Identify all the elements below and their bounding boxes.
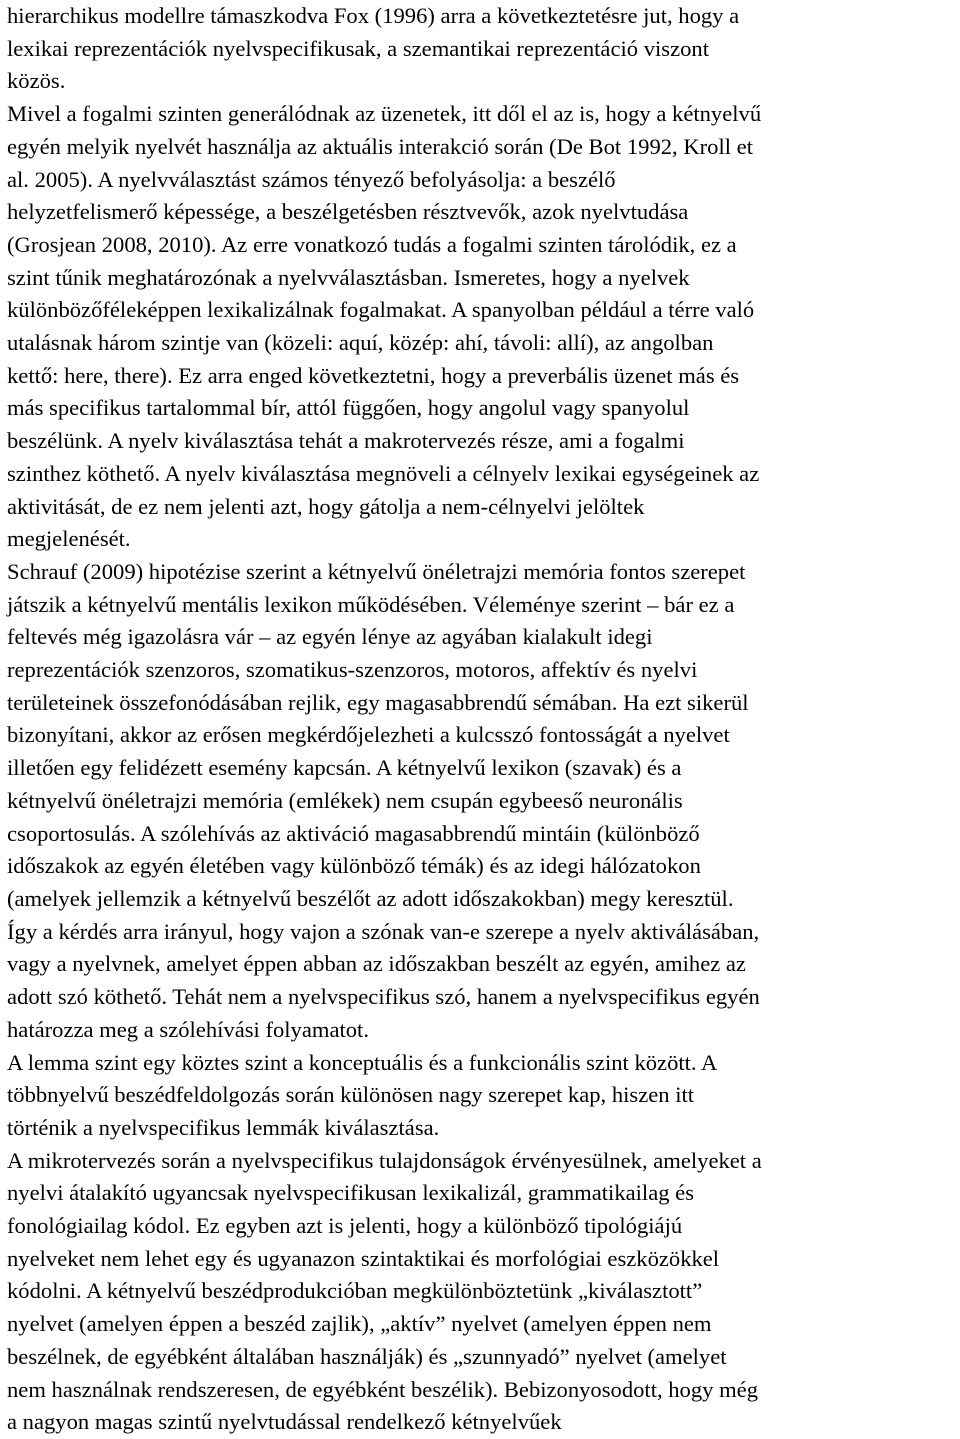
text-line: többnyelvű beszédfeldolgozás során különösen nagy szerepet kap, hiszen itt — [7, 1082, 695, 1108]
text-line: más specifikus tartalommal bír, attól függően, hogy angolul vagy spanyolul — [7, 395, 690, 421]
text-line: szinthez köthető. A nyelv kiválasztása megnöveli a célnyelv lexikai egységeinek az — [7, 460, 760, 486]
paragraph-schrauf-hypothesis — [7, 556, 958, 1047]
text-line: helyzetfelismerő képessége, a beszélgetésben résztvevők, azok nyelvtudása — [7, 199, 689, 225]
text-line: nyelveket nem lehet egy és ugyanazon szintaktikai és morfológiai eszközökkel — [7, 1245, 720, 1271]
text-line: aktivitását, de ez nem jelenti azt, hogy gátolja a nem-célnyelvi jelöltek — [7, 493, 645, 519]
text-line: közös. — [7, 68, 66, 94]
text-line: reprezentációk szenzoros, szomatikus-szenzoros, motoros, affektív és nyelvi — [7, 657, 698, 683]
text-line: határozza meg a szólehívási folyamatot. — [7, 1016, 369, 1042]
text-line: A mikrotervezés során a nyelvspecifikus tulajdonságok érvényesülnek, amelyeket a — [7, 1147, 762, 1173]
text-line: egyén melyik nyelvét használja az aktuális interakció során (De Bot 1992, Kroll et — [7, 133, 753, 159]
text-line: megjelenését. — [7, 526, 131, 552]
text-line: nyelvi átalakító ugyancsak nyelvspecifikusan lexikalizál, grammatikailag és — [7, 1180, 694, 1206]
text-line: kódolni. A kétnyelvű beszédprodukcióban megkülönböztetünk „kiválasztott” — [7, 1278, 703, 1304]
text-line: fonológiailag kódol. Ez egyben azt is jelenti, hogy a különböző tipológiájú — [7, 1213, 683, 1239]
text-line: beszélünk. A nyelv kiválasztása tehát a makrotervezés része, ami a fogalmi — [7, 428, 685, 454]
text-line: beszélnek, de egyébként általában használják) és „szunnyadó” nyelvet (amelyet — [7, 1343, 727, 1369]
text-line: szint tűnik meghatározónak a nyelvválasztásban. Ismeretes, hogy a nyelvek — [7, 264, 690, 290]
text-line: illetően egy felidézett esemény kapcsán. A kétnyelvű lexikon (szavak) és a — [7, 755, 682, 781]
text-line: csoportosulás. A szólehívás az aktiváció magasabbrendű mintáin (különböző — [7, 820, 700, 846]
text-line: Schrauf (2009) hipotézise szerint a kétnyelvű önéletrajzi memória fontos szerepet — [7, 558, 746, 584]
text-line: Így a kérdés arra irányul, hogy vajon a szónak van-e szerepe a nyelv aktiválásában, — [7, 918, 760, 944]
text-line: al. 2005). A nyelvválasztást számos tényező befolyásolja: a beszélő — [7, 166, 616, 192]
text-line: területeinek összefonódásában rejlik, egy magasabbrendű sémában. Ha ezt sikerül — [7, 689, 749, 715]
text-line: (amelyek jellemzik a kétnyelvű beszélőt az adott időszakokban) megy keresztül. — [7, 885, 734, 911]
text-line: vagy a nyelvnek, amelyet éppen abban az időszakban beszélt az egyén, amihez az — [7, 951, 746, 977]
text-line: nem használnak rendszeresen, de egyébként beszélik). Bebizonyosodott, hogy még — [7, 1376, 758, 1402]
paragraph-microplanning — [7, 1145, 958, 1439]
text-line: A lemma szint egy köztes szint a konceptuális és a funkcionális szint között. A — [7, 1049, 718, 1075]
text-line: feltevés még igazolásra vár – az egyén lénye az agyában kialakult idegi — [7, 624, 653, 650]
text-line: különbözőféleképpen lexikalizálnak fogalmakat. A spanyolban például a térre való — [7, 297, 755, 323]
text-line: játszik a kétnyelvű mentális lexikon működésében. Véleménye szerint – bár ez a — [7, 591, 735, 617]
text-line: hierarchikus modellre támaszkodva Fox (1996) arra a következtetésre jut, hogy a — [7, 3, 740, 28]
text-line: utalásnak három szintje van (közeli: aquí, közép: ahí, távoli: allí), az angolban — [7, 330, 714, 356]
text-line: kettő: here, there). Ez arra enged következtetni, hogy a preverbális üzenet más és — [7, 362, 740, 388]
paragraph-lemma-level — [7, 1047, 958, 1145]
text-line: Mivel a fogalmi szinten generálódnak az üzenetek, itt dől el az is, hogy a kétnyelvű — [7, 101, 762, 127]
paragraph-language-selection — [7, 0, 958, 556]
text-line: történik a nyelvspecifikus lemmák kiválasztása. — [7, 1114, 440, 1140]
text-line: adott szó köthető. Tehát nem a nyelvspecifikus szó, hanem a nyelvspecifikus egyén — [7, 984, 760, 1010]
text-line: nyelvet (amelyen éppen a beszéd zajlik), „aktív” nyelvet (amelyen éppen nem — [7, 1311, 712, 1337]
text-line: kétnyelvű önéletrajzi memória (emlékek) nem csupán egybeeső neuronális — [7, 787, 683, 813]
text-line: (Grosjean 2008, 2010). Az erre vonatkozó tudás a fogalmi szinten tárolódik, ez a — [7, 231, 737, 257]
text-line: lexikai reprezentációk nyelvspecifikusak, a szemantikai reprezentáció viszont — [7, 35, 709, 61]
text-line: bizonyítani, akkor az erősen megkérdőjelezheti a kulcsszó fontosságát a nyelvet — [7, 722, 730, 748]
text-line: a nagyon magas szintű nyelvtudással rendelkező kétnyelvűek — [7, 1409, 562, 1435]
text-line: időszakok az egyén életében vagy különböző témák) és az idegi hálózatokon — [7, 853, 701, 879]
